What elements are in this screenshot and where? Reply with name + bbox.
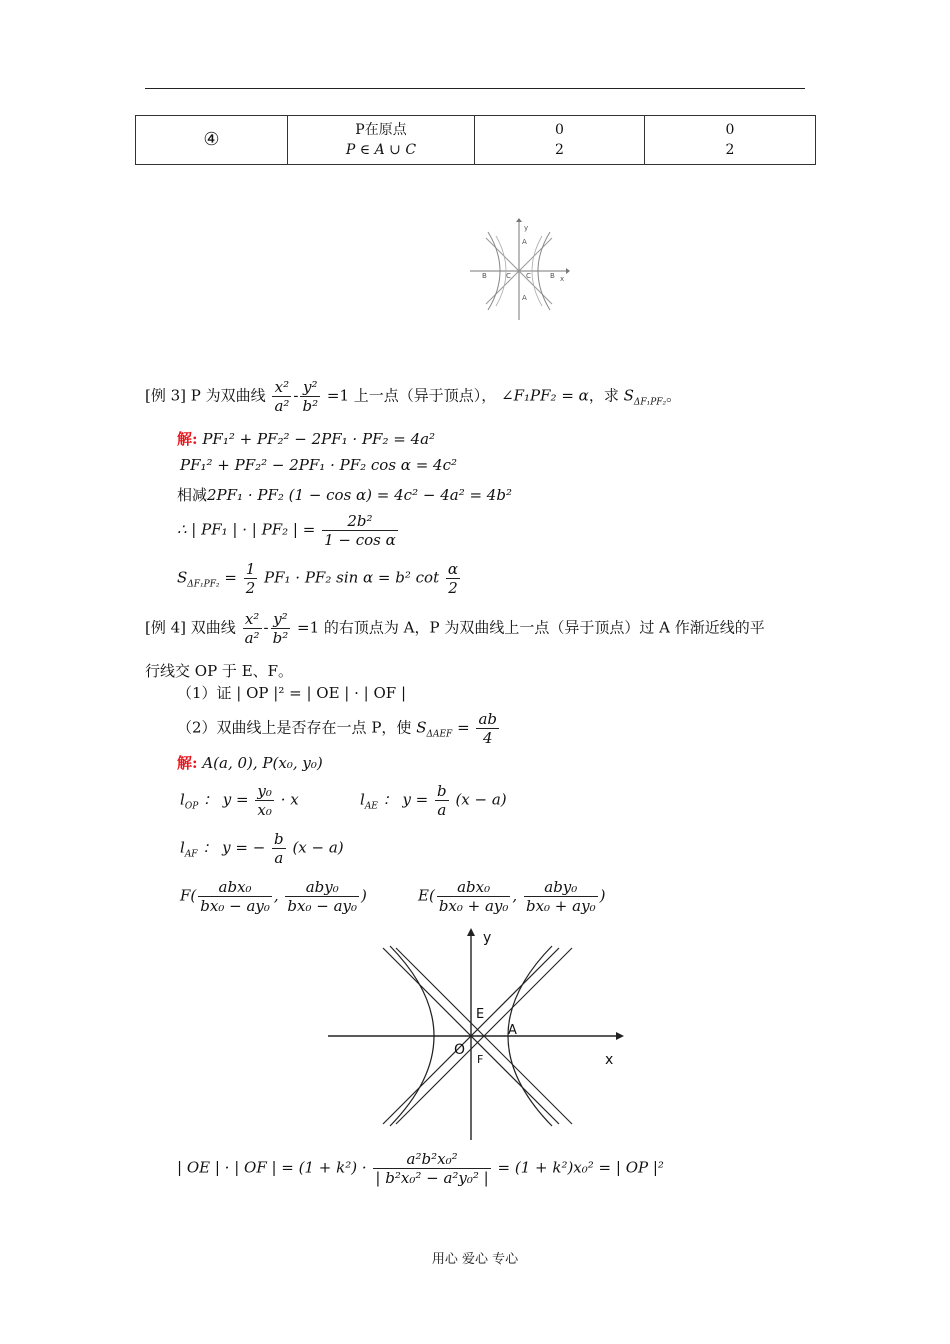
large-label-x: x <box>605 1052 614 1068</box>
small-hyperbola-figure <box>466 218 572 324</box>
col4-line1: 0 <box>725 122 735 138</box>
col4-line2: 2 <box>725 142 735 158</box>
small-label-a-top: A <box>522 238 527 246</box>
point-f: F( $\frac{\text{abx₀}}{\text{bx₀ − ay₀}}$ , $\frac{\text{aby₀}}{\text{bx₀ − ay₀}}$ ) <box>180 878 367 915</box>
hyperbola-y-frac: $\frac{\text{y²}}{\text{b²}}$ <box>302 378 319 415</box>
example3-eq4: ∴ | PF₁ | · | PF₂ | = $\frac{\text{2b²}}{\text{1 − cos α}}$ <box>177 512 396 549</box>
large-label-o: O <box>454 1042 466 1058</box>
example4-question1: （1）证 | OP |² = | OE | · | OF | <box>177 684 407 702</box>
large-label-e: E <box>476 1007 485 1022</box>
table-row <box>136 116 816 165</box>
line-ae: $l_{AE}$ ： y = $\frac{b}{a}$ (x − a) <box>360 782 507 819</box>
table-cell-condition <box>288 116 475 165</box>
point-e: E( $\frac{\text{abx₀}}{\text{bx₀ + ay₀}}$ , $\frac{\text{aby₀}}{\text{bx₀ + ay₀}}$ ) <box>418 878 606 915</box>
table-cell-col4 <box>645 116 816 165</box>
example4-question2: （2）双曲线上是否存在一点 P，使 $S_{\Delta AEF}$ = $\frac{ab}{4}$ <box>177 710 497 747</box>
case-table <box>135 115 816 165</box>
example4-points: 解: A(a, 0), P(x₀, y₀) <box>177 754 323 772</box>
example3-intro: [例 3] P 为双曲线 $\frac{\text{x²}}{\text{a²}}$ - $\frac{\text{y²}}{\text{b²}}$ =1 上一点（异于顶点）， ∠F₁PF₂ = α，求 $S_{\Delta F_1PF_2}$。 <box>145 378 682 415</box>
large-label-y: y <box>483 930 492 946</box>
example3-eq3: 相减2PF₁ · PF₂ (1 − cos α) = 4c² − 4a² = 4b² <box>177 486 512 504</box>
condition-line2: P ∈ A ∪ C <box>345 142 417 158</box>
col3-line2: 2 <box>555 142 564 158</box>
example3-eq1: 解: PF₁² + PF₂² − 2PF₁ · PF₂ = 4a² <box>177 430 436 448</box>
final-equation: | OE | · | OF | = (1 + k²) · $\frac{\text{a²b²x₀²}}{\text{| b²x₀² − a²y₀² |}}$ = (1 + k²)x₀² = | OP |² <box>177 1150 664 1187</box>
page-footer: 用心 爱心 专心 <box>431 1252 519 1267</box>
header-rule <box>145 88 805 89</box>
large-label-f: F <box>477 1053 484 1066</box>
example3-angle: ∠F₁PF₂ = α <box>501 386 589 405</box>
line-af: $l_{AF}$ ： y = − $\frac{b}{a}$ (x − a) <box>180 830 344 867</box>
small-label-y: y <box>524 224 529 232</box>
solve-label-1: 解: <box>177 430 198 448</box>
example4-intro-line2: 行线交 OP 于 E、F。 <box>145 662 294 680</box>
example3-intro-post: =1 上一点（异于顶点）， <box>326 386 497 405</box>
small-label-c-left: C <box>506 272 511 280</box>
large-label-a: A <box>508 1023 517 1038</box>
condition-line1: P在原点 <box>355 122 407 138</box>
small-label-c-right: C <box>526 272 531 280</box>
line-op: $l_{OP}$ ： y = $\frac{\text{y₀}}{\text{x₀}}$ · x <box>180 782 299 819</box>
example3-area-symbol: S <box>623 386 634 405</box>
col3-line1: 0 <box>555 122 564 138</box>
table-cell-col3 <box>475 116 645 165</box>
small-label-b-left: B <box>482 272 487 280</box>
example4-intro: [例 4] 双曲线 $\frac{\text{x²}}{\text{a²}}$ - $\frac{\text{y²}}{\text{b²}}$ =1 的右顶点为 A，P 为双曲线上一点（异于顶点）过 A 作渐近线的平 <box>145 610 765 647</box>
small-label-x: x <box>560 275 565 283</box>
small-label-a-bottom: A <box>522 294 527 302</box>
example3-intro-text: [例 3] P 为双曲线 <box>145 386 266 405</box>
hyperbola-x-frac: $\frac{\text{x²}}{\text{a²}}$ <box>274 378 290 415</box>
example3-eq5: $S_{\Delta F_1PF_2}$ = $\frac{1}{2}$ PF₁ · PF₂ sin α = b² cot $\frac{\alpha}{2}$ <box>177 560 459 597</box>
table-cell-num: ④ <box>136 116 288 165</box>
example3-eq2: PF₁² + PF₂² − 2PF₁ · PF₂ cos α = 4c² <box>180 456 457 474</box>
solve-label-2: 解: <box>177 754 198 772</box>
large-hyperbola-figure <box>328 928 628 1148</box>
small-label-b-right: B <box>550 272 555 280</box>
